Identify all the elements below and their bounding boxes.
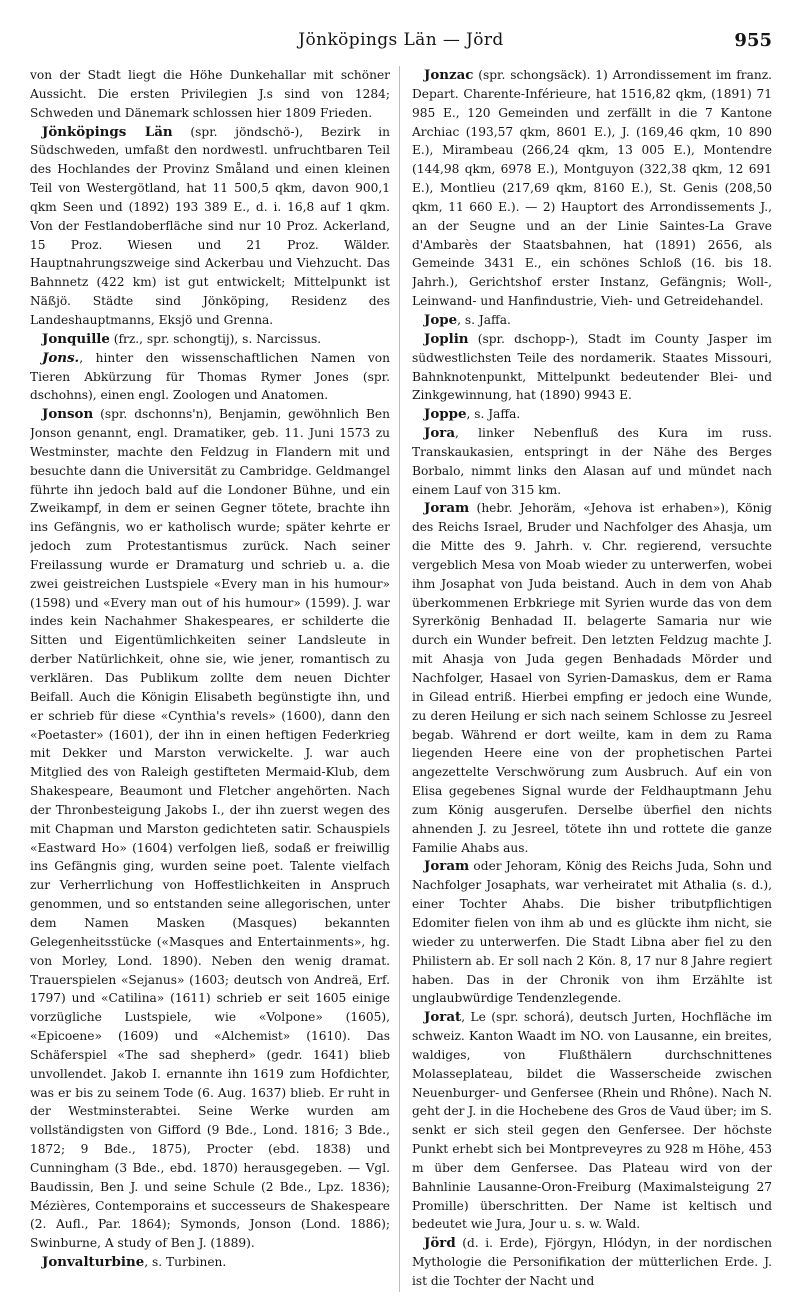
entry-headword: Jönköpings Län — [42, 123, 173, 140]
entry-text: (spr. schongsäck). 1) Arrondissement im franz. Depart. Charente-Inférieure, hat 1516,82 qkm, (1891) 71 985 E., 120 Gemeinden und zerfällt in die 7 Kantone Archiac (193,57 qkm, 8601 E.), J. (169,46 qkm, 10 890 E.), Mirambeau (266,24 qkm, 13 005 E.), Montendre (144,98 qkm, 6978 E.), Montguyon (322,38 qkm, 12 691 E.), Montlieu (217,69 qkm, 8160 E.), St. Genis (208,50 qkm, 11 660 E.). — 2) Hauptort des Arrondissements J., an der Seugne und an der Linie Saintes-La Grave d'Ambarès der Staatsbahnen, hat (1891) 2656, als Gemeinde 3431 E., ein schönes Schloß (16. bis 18. Jahrh.), Gerichtshof erster Instanz, Gefängnis; Woll-, Leinwand- und Hanfindustrie, Vieh- und Getreidehandel. — [412, 68, 772, 309]
entry-text: , s. Turbinen. — [144, 1255, 227, 1270]
entry-text: (spr. jöndschö-), Bezirk in Südschweden, umfaßt den nordwestl. unfruchtbaren Teil des Hochlandes der Provinz Småland und einen kleinen Teil von Westergötland, hat 11 500,5 qkm, davon 900,1 qkm Seen und (1892) 193 389 E., d. i. 16,8 auf 1 qkm. Von der Festlandoberfläche sind nur 10 Proz. Ackerland, 15 Proz. Wiesen und 21 Proz. Wälder. Hauptnahrungszweige sind Ackerbau und Viehzucht. Das Bahnnetz (422 km) ist gut entwickelt; Mittelpunkt ist Näßjö. Städte sind Jönköping, Residenz des Landeshauptmanns, Eksjö und Grenna. — [30, 124, 390, 327]
entry-text: (d. i. Erde), Fjörgyn, Hlódyn, in der nordischen Mythologie die Personifikation der mütterlichen Erde. J. ist die Tochter der Nacht und — [412, 1236, 772, 1288]
entry-headword: Joplin — [424, 330, 469, 347]
dictionary-entry — [412, 311, 772, 330]
entry-text: , Le (spr. schorá), deutsch Jurten, Hochfläche im schweiz. Kanton Waadt im NO. von Lausanne, ein breites, waldiges, von Flußthälern durchschnittenes Molasseplateau, bildet die Wasserscheide zwischen Neuenburger- und Genfersee (Rhein und Rhône). Nach N. geht der J. in die Hochebene des Gros de Vaud über; im S. senkt er sich steil gegen den Genfersee. Der höchste Punkt erhebt sich bei Montpreveyres zu 928 m Höhe, 453 m über dem Genfersee. Das Plateau wird von der Bahnlinie Lausanne-Oron-Freiburg (Maximalsteigung 27 Promille) überschritten. Der Name ist keltisch und bedeutet wie Jura, Jour u. s. w. Wald. — [412, 1010, 772, 1232]
entry-text: (spr. dschonns'n), Benjamin, gewöhnlich Ben Jonson genannt, engl. Dramatiker, geb. 11. Juni 1573 zu Westminster, machte den Feldzug in Flandern mit und besuchte dann die Universität zu Cambridge. Geldmangel führte ihn jedoch bald auf die Londoner Bühne, und ein Zweikampf, in dem er seinen Gegner tötete, brachte ihn ins Gefängnis, wo er katholisch wurde; später kehrte er jedoch zum Protestantismus zurück. Nach seiner Freilassung wurde er Dramaturg und schrieb u. a. die zwei geistreichen Lustspiele «Every man in his humour» (1598) und «Every man out of his humour» (1599). J. war indes kein Nachahmer Shakespeares, er schilderte die Sitten und Eigentümlichkeiten seiner Landsleute in derber Natürlichkeit, ohne sie, wie jener, romantisch zu verklären. Das Publikum zollte dem neuen Dichter Beifall. Auch die Königin Elisabeth begünstigte ihn, und er schrieb für diese «Cynthia's revels» (1600), dann den «Poetaster» (1601), der ihn in einen heftigen Federkrieg mit Dekker und Marston verwickelte. J. war auch Mitglied des von Raleigh gestifteten Mermaid-Klub, dem Shakespeare, Beaumont und Fletcher angehörten. Nach der Thronbesteigung Jakobs I., der ihn zuerst wegen des mit Chapman und Marston gedichteten satir. Schauspiels «Eastward Ho» (1604) verfolgen ließ, sodaß er freiwillig ins Gefängnis ging, wurden seine poet. Talente vielfach zur Verherrlichung von Hoffestlichkeiten in Anspruch genommen, und so entstanden seine allegorischen, unter dem Namen Masken (Masques) bekannten Gelegenheitsstücke («Masques and Entertainments», hg. von Morley, Lond. 1890). Neben den wenig dramat. Trauerspielen «Sejanus» (1603; deutsch von Andreä, Erf. 1797) und «Catilina» (1611) schrieb er seit 1605 einige vorzügliche Lustspiele, wie «Volpone» (1605), «Epicoene» (1609) und «Alchemist» (1610). Das Schäferspiel «The sad shepherd» (gedr. 1641) blieb unvollendet. Jakob I. ernannte ihn 1619 zum Hofdichter, was er bis zu seinem Tode (6. Aug. 1637) blieb. Er ruht in der Westminsterabtei. Seine Werke wurden am vollständigsten von Gifford (9 Bde., Lond. 1816; 3 Bde., 1872; 9 Bde., 1875), Procter (ebd. 1838) und Cunningham (3 Bde., ebd. 1870) herausgegeben. — Vgl. Baudissin, Ben J. und seine Schule (2 Bde., Lpz. 1836); Mézières, Contemporains et successeurs de Shakespeare (2. Aufl., Par. 1864); Symonds, Jonson (Lond. 1886); Swinburne, A study of Ben J. (1889). — [30, 407, 390, 1251]
entry-headword: Jonson — [42, 406, 94, 423]
dictionary-entry — [30, 66, 390, 123]
entry-headword: Jorat — [424, 1009, 462, 1026]
entry-text: (hebr. Jehoräm, «Jehova ist erhaben»), König des Reichs Israel, Bruder und Nachfolger des Ahasja, um die Mitte des 9. Jahrh. v. Chr. regierend, versuchte vergeblich Mesa von Moab wieder zu unterwerfen, wobei ihm Josaphat von Juda beistand. Auch in dem von Ahab überkommenen Erbkriege mit Syrien wurde das von dem Syrerkönig Benhadad II. belagerte Samaria nur wie durch ein Wunder befreit. Den letzten Feldzug machte J. mit Ahasja von Juda gegen Benhadads Mörder und Nachfolger, Hasael von Syrien-Damaskus, dem er Rama in Gilead entriß. Hierbei empfing er jedoch eine Wunde, zu deren Heilung er sich nach seinem Schlosse zu Jesreel begab. Während er dort weilte, kam in dem zu Rama liegenden Heere eine von der prophetischen Partei angezettelte Verschwörung zum Ausbruch. Auf ein von Elisa gegebenes Signal wurde der Feldhauptmann Jehu zum König ausgerufen. Derselbe überfiel den nichts ahnenden J. zu Jesreel, tötete ihn und rottete die ganze Familie Ahabs aus. — [412, 501, 772, 855]
entry-text: , s. Jaffa. — [457, 312, 511, 327]
entry-headword: Jora — [424, 425, 455, 442]
dictionary-entry — [412, 857, 772, 1008]
entry-headword: Jons. — [42, 349, 80, 366]
entry-headword: Jonzac — [424, 67, 474, 83]
entry-headword: Jonvalturbine — [42, 1254, 145, 1271]
entry-text: oder Jehoram, König des Reichs Juda, Sohn und Nachfolger Josaphats, war verheiratet mit Athalia (s. d.), einer Tochter Ahabs. Die bisher tributpflichtigen Edomiter fielen von ihm ab und es glückte ihm nicht, sie wieder zu unterwerfen. Die Stadt Libna aber fiel zu den Philistern ab. Er soll nach 2 Kön. 8, 17 nur 8 Jahre regiert haben. Das in der Chronik von ihm Erzählte ist unglaubwürdige Tendenzlegende. — [412, 859, 772, 1006]
dictionary-entry — [412, 1008, 772, 1234]
dictionary-entry — [30, 123, 390, 330]
page-number: 955 — [734, 30, 772, 51]
entry-headword: Joram — [424, 858, 470, 875]
left-column — [30, 66, 390, 1296]
entry-text: , s. Jaffa. — [466, 407, 521, 422]
page-header — [30, 30, 772, 56]
dictionary-entry — [30, 349, 390, 406]
entry-text: (frz., spr. schongtij), s. Narcissus. — [109, 331, 322, 346]
right-column — [412, 66, 772, 1296]
dictionary-entry — [412, 405, 772, 424]
dictionary-entry — [30, 1253, 390, 1272]
entry-headword: Joppe — [424, 406, 467, 423]
entry-text: (spr. dschopp-), Stadt im County Jasper im südwestlichsten Teile des nordamerik. Staates Missouri, Bahnknotenpunkt, Mittelpunkt bedeutender Blei- und Zinkgewinnung, hat (1890) 9943 E. — [412, 331, 772, 403]
dictionary-entry — [412, 330, 772, 405]
dictionary-entry — [30, 330, 390, 349]
entry-headword: Joram — [424, 500, 470, 517]
dictionary-entry — [412, 424, 772, 499]
dictionary-entry — [412, 1234, 772, 1291]
entry-headword: Jope — [424, 311, 458, 328]
dictionary-entry — [412, 66, 772, 311]
dictionary-entry — [412, 499, 772, 857]
running-title: Jönköpings Län — Jörd — [298, 30, 504, 50]
entry-headword: Jörd — [424, 1235, 456, 1252]
entry-headword: Jonquille — [42, 330, 110, 347]
dictionary-entry — [30, 405, 390, 1253]
entry-text: , linker Nebenfluß des Kura im russ. Transkaukasien, entspringt in der Nähe des Berges Borbalo, nimmt links den Alasan auf und mündet nach einem Lauf von 315 km. — [412, 426, 772, 497]
entry-text: , hinter den wissenschaftlichen Namen von Tieren Abkürzung für Thomas Rymer Jones (spr. dschohns), einen engl. Zoologen und Anatomen. — [30, 350, 390, 403]
entry-text: von der Stadt liegt die Höhe Dunkehallar mit schöner Aussicht. Die ersten Privilegien J.s sind von 1284; Schweden und Dänemark schlossen hier 1809 Frieden. — [30, 68, 390, 120]
column-divider — [399, 66, 400, 1292]
